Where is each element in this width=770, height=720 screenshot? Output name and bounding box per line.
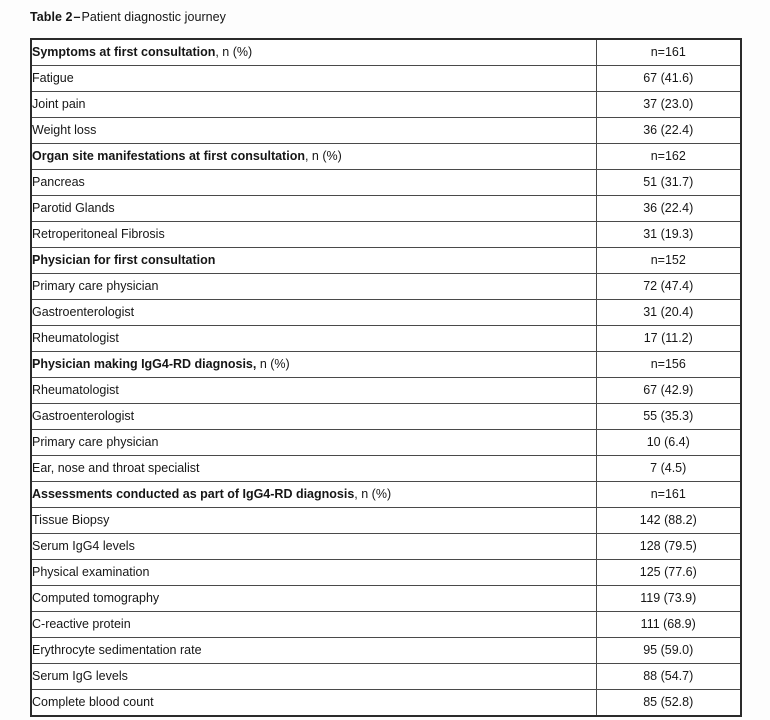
item-value-cell: 51 (31.7) bbox=[596, 170, 741, 196]
item-value-cell: 72 (47.4) bbox=[596, 274, 741, 300]
item-label-cell bbox=[31, 274, 596, 300]
patient-diagnostic-journey-table bbox=[30, 38, 742, 717]
table-row bbox=[31, 66, 741, 92]
row-label-text: Gastroenterologist bbox=[32, 409, 135, 423]
table-row bbox=[31, 352, 741, 378]
row-label-text: Serum IgG4 levels bbox=[32, 539, 135, 553]
table-row bbox=[31, 378, 741, 404]
section-header-cell bbox=[31, 39, 596, 66]
item-label-cell bbox=[31, 404, 596, 430]
row-label-text: Physician for first consultation bbox=[32, 253, 216, 267]
row-label-text: Symptoms at first consultation bbox=[32, 45, 216, 59]
row-label-text: Physician making IgG4-RD diagnosis, bbox=[32, 357, 257, 371]
section-header-cell bbox=[31, 248, 596, 274]
table-row bbox=[31, 586, 741, 612]
item-value-cell: 7 (4.5) bbox=[596, 456, 741, 482]
item-value-cell: 119 (73.9) bbox=[596, 586, 741, 612]
table-row bbox=[31, 222, 741, 248]
section-count-cell: n=156 bbox=[596, 352, 741, 378]
item-label-cell bbox=[31, 560, 596, 586]
row-label-text: Rheumatologist bbox=[32, 331, 119, 345]
row-label-text: Pancreas bbox=[32, 175, 85, 189]
item-value-cell: 142 (88.2) bbox=[596, 508, 741, 534]
row-label-text: Complete blood count bbox=[32, 695, 154, 709]
table-row bbox=[31, 508, 741, 534]
item-label-cell bbox=[31, 456, 596, 482]
table-row bbox=[31, 92, 741, 118]
section-count-cell: n=152 bbox=[596, 248, 741, 274]
row-label-text: Serum IgG levels bbox=[32, 669, 128, 683]
row-label-text: Rheumatologist bbox=[32, 383, 119, 397]
item-value-cell: 95 (59.0) bbox=[596, 638, 741, 664]
table-caption-label: Table 2 bbox=[30, 10, 73, 24]
item-label-cell bbox=[31, 430, 596, 456]
row-label-text: Gastroenterologist bbox=[32, 305, 135, 319]
table-row bbox=[31, 690, 741, 717]
table-row bbox=[31, 430, 741, 456]
row-label-text: C-reactive protein bbox=[32, 617, 131, 631]
table-caption-text: Patient diagnostic journey bbox=[81, 10, 226, 24]
item-label-cell bbox=[31, 664, 596, 690]
row-label-text: Retroperitoneal Fibrosis bbox=[32, 227, 165, 241]
item-label-cell bbox=[31, 170, 596, 196]
table-caption bbox=[30, 9, 226, 26]
item-label-cell bbox=[31, 196, 596, 222]
table-row bbox=[31, 612, 741, 638]
item-value-cell: 67 (41.6) bbox=[596, 66, 741, 92]
item-value-cell: 85 (52.8) bbox=[596, 690, 741, 717]
row-label-text: Tissue Biopsy bbox=[32, 513, 110, 527]
row-label-text: Erythrocyte sedimentation rate bbox=[32, 643, 202, 657]
section-header-cell bbox=[31, 482, 596, 508]
table-row bbox=[31, 664, 741, 690]
row-label-text: Computed tomography bbox=[32, 591, 160, 605]
item-label-cell bbox=[31, 586, 596, 612]
item-value-cell: 37 (23.0) bbox=[596, 92, 741, 118]
item-value-cell: 55 (35.3) bbox=[596, 404, 741, 430]
item-value-cell: 31 (20.4) bbox=[596, 300, 741, 326]
table-row bbox=[31, 456, 741, 482]
item-value-cell: 36 (22.4) bbox=[596, 118, 741, 144]
item-value-cell: 125 (77.6) bbox=[596, 560, 741, 586]
table-row bbox=[31, 118, 741, 144]
table-row bbox=[31, 248, 741, 274]
row-label-text: Assessments conducted as part of IgG4-RD diagnosis bbox=[32, 487, 355, 501]
table-row bbox=[31, 534, 741, 560]
table-row bbox=[31, 144, 741, 170]
row-label-text: Weight loss bbox=[32, 123, 97, 137]
item-value-cell: 36 (22.4) bbox=[596, 196, 741, 222]
table-row bbox=[31, 300, 741, 326]
row-label-suffix: , n (%) bbox=[354, 487, 392, 501]
row-label-text: Primary care physician bbox=[32, 279, 159, 293]
table-row bbox=[31, 482, 741, 508]
item-label-cell bbox=[31, 118, 596, 144]
row-label-suffix: , n (%) bbox=[304, 149, 342, 163]
item-value-cell: 128 (79.5) bbox=[596, 534, 741, 560]
item-label-cell bbox=[31, 638, 596, 664]
table-row bbox=[31, 638, 741, 664]
row-label-text: Physical examination bbox=[32, 565, 150, 579]
item-label-cell bbox=[31, 300, 596, 326]
section-header-cell bbox=[31, 352, 596, 378]
row-label-text: Primary care physician bbox=[32, 435, 159, 449]
item-label-cell bbox=[31, 92, 596, 118]
item-label-cell bbox=[31, 612, 596, 638]
row-label-text: Ear, nose and throat specialist bbox=[32, 461, 200, 475]
item-label-cell bbox=[31, 690, 596, 717]
item-label-cell bbox=[31, 508, 596, 534]
table-row bbox=[31, 326, 741, 352]
section-count-cell: n=161 bbox=[596, 482, 741, 508]
table-row bbox=[31, 39, 741, 66]
section-header-cell bbox=[31, 144, 596, 170]
row-label-text: Organ site manifestations at first consultation bbox=[32, 149, 305, 163]
row-label-text: Fatigue bbox=[32, 71, 74, 85]
item-label-cell bbox=[31, 378, 596, 404]
item-value-cell: 10 (6.4) bbox=[596, 430, 741, 456]
item-label-cell bbox=[31, 222, 596, 248]
table-row bbox=[31, 196, 741, 222]
section-count-cell: n=162 bbox=[596, 144, 741, 170]
item-label-cell bbox=[31, 534, 596, 560]
item-label-cell bbox=[31, 66, 596, 92]
table-row bbox=[31, 274, 741, 300]
row-label-text: Parotid Glands bbox=[32, 201, 115, 215]
item-value-cell: 88 (54.7) bbox=[596, 664, 741, 690]
item-label-cell bbox=[31, 326, 596, 352]
table-row bbox=[31, 404, 741, 430]
section-count-cell: n=161 bbox=[596, 39, 741, 66]
table-caption-dash: – bbox=[73, 10, 81, 24]
row-label-suffix: n (%) bbox=[256, 357, 290, 371]
item-value-cell: 67 (42.9) bbox=[596, 378, 741, 404]
table-body bbox=[31, 39, 741, 716]
table-row bbox=[31, 560, 741, 586]
row-label-text: Joint pain bbox=[32, 97, 86, 111]
table-row bbox=[31, 170, 741, 196]
item-value-cell: 111 (68.9) bbox=[596, 612, 741, 638]
row-label-suffix: , n (%) bbox=[215, 45, 253, 59]
item-value-cell: 17 (11.2) bbox=[596, 326, 741, 352]
item-value-cell: 31 (19.3) bbox=[596, 222, 741, 248]
